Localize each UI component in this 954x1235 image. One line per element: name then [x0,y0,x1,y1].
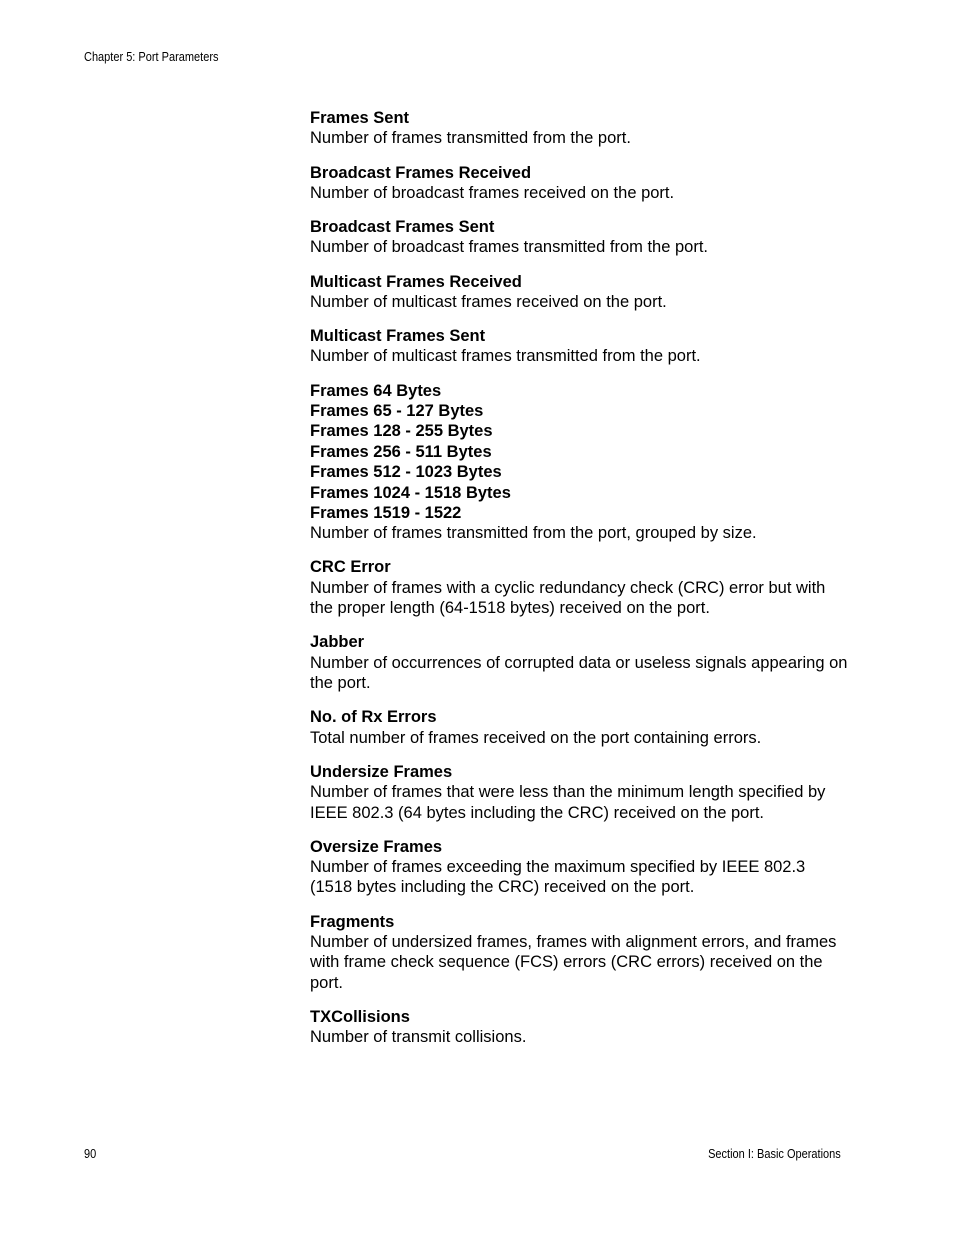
term-frames-64-bytes: Frames 64 Bytes [310,381,442,400]
term-crc-error: CRC Error [310,558,391,577]
entry-broadcast-frames-received [310,163,850,204]
entry-crc-error [310,557,850,618]
term-jabber: Jabber [310,633,365,652]
entry-frame-size-counters [310,381,850,544]
entry-tx-collisions [310,1007,850,1048]
section-label: Section I: Basic Operations [708,1147,841,1161]
term-frames-512-1023-bytes: Frames 512 - 1023 Bytes [310,463,502,482]
desc-multicast-frames-received: Number of multicast frames received on the port. [310,292,667,311]
term-frames-256-511-bytes: Frames 256 - 511 Bytes [310,442,492,461]
page-number: 90 [84,1147,97,1161]
desc-rx-errors: Total number of frames received on the port containing errors. [310,728,762,747]
entry-jabber [310,632,850,693]
entry-multicast-frames-received [310,272,850,313]
term-frames-1519-1522: Frames 1519 - 1522 [310,503,462,522]
term-frames-sent: Frames Sent [310,109,410,127]
term-undersize-frames: Undersize Frames [310,762,453,781]
desc-frames-sent: Number of frames transmitted from the port. [310,129,631,148]
desc-fragments: Number of undersized frames, frames with alignment errors, and frames with frame check sequence (FCS) errors (CRC errors) received on the port. [310,932,837,992]
desc-oversize-frames: Number of frames exceeding the maximum specified by IEEE 802.3 (1518 bytes including the CRC) received on the port. [310,858,806,897]
desc-crc-error: Number of frames with a cyclic redundancy check (CRC) error but with the proper length (64-1518 bytes) received on the port. [310,578,826,618]
desc-multicast-frames-sent: Number of multicast frames transmitted from the port. [310,347,701,366]
definition-list [310,108,850,1061]
term-tx-collisions: TXCollisions [310,1007,410,1026]
term-multicast-frames-received: Multicast Frames Received [310,272,522,291]
desc-frame-size-counters: Number of frames transmitted from the port, grouped by size. [310,524,757,543]
entry-multicast-frames-sent [310,326,850,367]
desc-undersize-frames: Number of frames that were less than the minimum length specified by IEEE 802.3 (64 bytes including the CRC) received on the port. [310,783,826,822]
desc-jabber: Number of occurrences of corrupted data or useless signals appearing on the port. [310,653,848,693]
page-header: Chapter 5: Port Parameters [84,50,219,64]
term-broadcast-frames-received: Broadcast Frames Received [310,163,532,182]
term-frames-1024-1518-bytes: Frames 1024 - 1518 Bytes [310,483,511,502]
entry-frames-sent [310,108,850,149]
desc-tx-collisions: Number of transmit collisions. [310,1028,527,1047]
term-frames-128-255-bytes: Frames 128 - 255 Bytes [310,422,493,441]
term-frames-65-127-bytes: Frames 65 - 127 Bytes [310,401,484,420]
term-broadcast-frames-sent: Broadcast Frames Sent [310,218,495,236]
term-oversize-frames: Oversize Frames [310,837,443,856]
term-rx-errors: No. of Rx Errors [310,708,437,727]
entry-broadcast-frames-sent [310,217,850,258]
desc-broadcast-frames-sent: Number of broadcast frames transmitted from the port. [310,238,708,257]
entry-rx-errors [310,707,850,748]
term-multicast-frames-sent: Multicast Frames Sent [310,327,486,345]
entry-fragments [310,912,850,994]
entry-oversize-frames [310,837,850,898]
entry-undersize-frames [310,762,850,823]
desc-broadcast-frames-received: Number of broadcast frames received on the port. [310,183,675,202]
term-fragments: Fragments [310,912,395,931]
